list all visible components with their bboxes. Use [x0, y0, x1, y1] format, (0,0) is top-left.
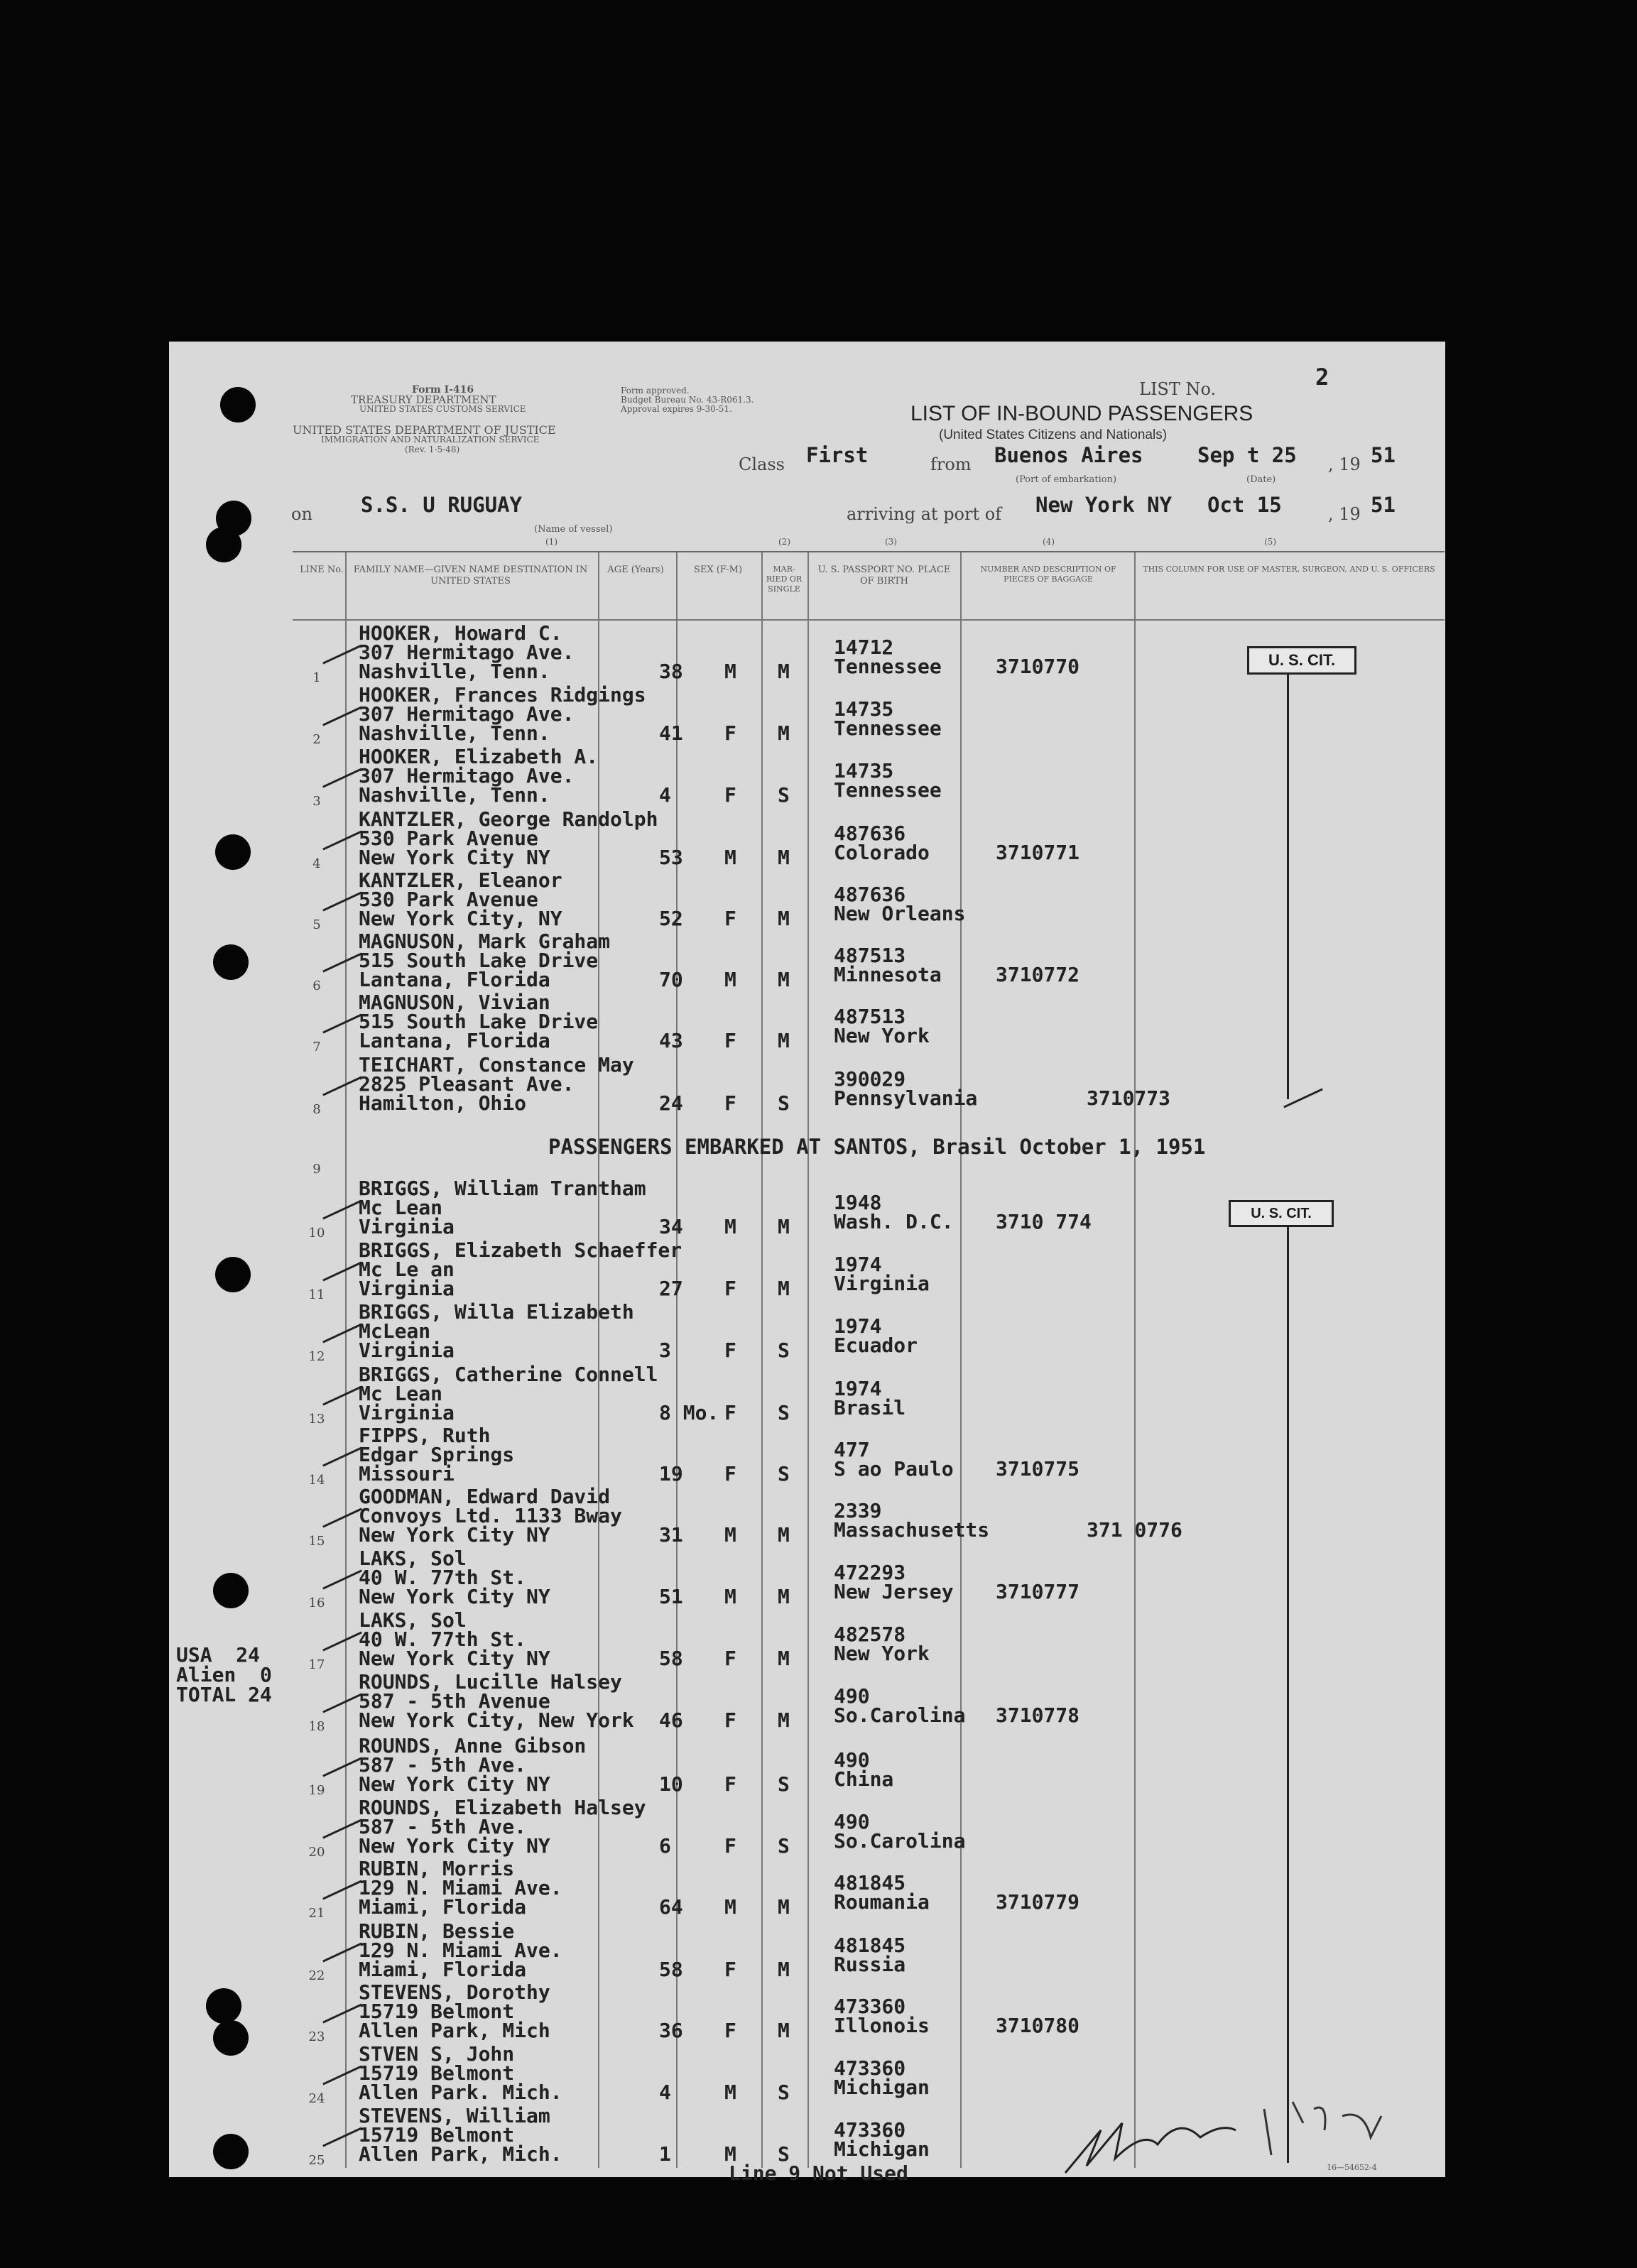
- line-number: 3: [312, 794, 321, 809]
- class-value: First: [806, 443, 869, 467]
- passenger-name: KANTZLER, George Randolph: [359, 807, 658, 831]
- address-line-2: Nashville, Tenn.: [359, 660, 550, 683]
- sex: M: [724, 660, 736, 683]
- sex: F: [724, 1772, 736, 1796]
- age: 51: [659, 1585, 683, 1608]
- place-of-birth: Michigan: [834, 2137, 930, 2161]
- binder-hole: [213, 2020, 249, 2056]
- line-number: 21: [308, 1906, 325, 1921]
- embark-date: Sep t 25: [1197, 443, 1297, 467]
- header-line-no: LINE No.: [300, 565, 344, 575]
- age: 4: [659, 783, 671, 807]
- address-line-1: 307 Hermitago Ave.: [359, 764, 575, 787]
- santos-section-header: PASSENGERS EMBARKED AT SANTOS, Brasil October 1, 1951: [548, 1135, 1206, 1159]
- place-of-birth: Minnesota: [834, 963, 942, 986]
- place-of-birth: So.Carolina: [834, 1829, 966, 1853]
- age: 34: [659, 1215, 683, 1238]
- marital-status: M: [778, 1708, 790, 1732]
- passport-number: 481845: [834, 1871, 906, 1894]
- marital-status: S: [778, 2142, 790, 2166]
- marital-status: M: [778, 1647, 790, 1670]
- sex: F: [724, 1029, 736, 1052]
- age: 31: [659, 1523, 683, 1547]
- baggage-number: 3710770: [996, 655, 1080, 678]
- line-number: 4: [312, 856, 321, 871]
- address-line-2: Virginia: [359, 1401, 455, 1424]
- age: 36: [659, 2019, 683, 2042]
- year-prefix-2: , 19: [1328, 504, 1361, 524]
- vessel-caption: (Name of vessel): [534, 524, 613, 535]
- revision: (Rev. 1-5-48): [405, 445, 460, 454]
- address-line-2: Lantana, Florida: [359, 1029, 550, 1052]
- officer-signature: [1058, 2088, 1399, 2187]
- passport-number: 487513: [834, 1005, 906, 1028]
- line-number: 17: [308, 1657, 325, 1672]
- passenger-name: HOOKER, Elizabeth A.: [359, 745, 599, 768]
- place-of-birth: Colorado: [834, 841, 930, 864]
- passport-number: 1948: [834, 1191, 882, 1214]
- age: 8 Mo.: [659, 1401, 719, 1424]
- line-number: 25: [308, 2153, 325, 2168]
- passport-number: 1974: [834, 1314, 882, 1338]
- sex: M: [724, 968, 736, 991]
- address-line-1: Convoys Ltd. 1133 Bway: [359, 1504, 622, 1527]
- sex: F: [724, 1834, 736, 1858]
- baggage-number: 3710775: [996, 1457, 1080, 1481]
- sex: F: [724, 1958, 736, 1981]
- age: 10: [659, 1772, 683, 1796]
- place-of-birth: New York: [834, 1642, 930, 1665]
- baggage-number: 371 0776: [1087, 1518, 1182, 1542]
- marital-status: M: [778, 660, 790, 683]
- passport-number: 472293: [834, 1561, 906, 1584]
- place-of-birth: Tennessee: [834, 655, 942, 678]
- passport-number: 487636: [834, 822, 906, 845]
- footer-note: Line 9 Not Used: [729, 2161, 908, 2185]
- passenger-name: BRIGGS, Willa Elizabeth: [359, 1300, 634, 1324]
- address-line-1: Mc Lean: [359, 1382, 443, 1405]
- age: 1: [659, 2142, 671, 2166]
- address-line-2: Virginia: [359, 1215, 455, 1238]
- justice-dept: UNITED STATES DEPARTMENT OF JUSTICE: [293, 423, 556, 437]
- header-baggage: NUMBER AND DESCRIPTION OF PIECES OF BAGGAGE: [980, 565, 1116, 584]
- place-of-birth: Roumania: [834, 1890, 930, 1914]
- address-line-2: Allen Park. Mich.: [359, 2081, 562, 2104]
- passport-number: 14735: [834, 759, 894, 783]
- passenger-name: RUBIN, Morris: [359, 1857, 515, 1880]
- port-embark-caption: (Port of embarkation): [1016, 474, 1117, 485]
- age: 19: [659, 1462, 683, 1485]
- place-of-birth: Pennsylvania: [834, 1086, 978, 1110]
- age: 64: [659, 1895, 683, 1919]
- budget-bureau: Budget Bureau No. 43-R061.3.: [621, 395, 754, 405]
- header-officers: THIS COLUMN FOR USE OF MASTER, SURGEON, AND U. S. OFFICERS: [1143, 565, 1435, 574]
- marital-status: S: [778, 1401, 790, 1424]
- sex: F: [724, 721, 736, 745]
- marital-status: S: [778, 1834, 790, 1858]
- binder-hole: [213, 2134, 249, 2169]
- sex: F: [724, 1091, 736, 1115]
- address-line-2: New York City NY: [359, 1772, 550, 1796]
- class-label: Class: [739, 454, 785, 474]
- address-line-2: Miami, Florida: [359, 1958, 527, 1981]
- place-of-birth: Ecuador: [834, 1334, 918, 1357]
- address-line-1: 15719 Belmont: [359, 2000, 515, 2023]
- treasury-dept: TREASURY DEPARTMENT: [351, 393, 496, 406]
- passport-number: 477: [834, 1438, 870, 1461]
- sex: M: [724, 1215, 736, 1238]
- passport-number: 490: [834, 1748, 870, 1772]
- marital-status: S: [778, 1772, 790, 1796]
- approval-expires: Approval expires 9-30-51.: [621, 404, 732, 414]
- line-number: 2: [312, 732, 321, 747]
- address-line-1: 15719 Belmont: [359, 2123, 515, 2147]
- line-number: 10: [308, 1226, 325, 1241]
- address-line-2: Allen Park, Mich.: [359, 2142, 562, 2166]
- passenger-name: BRIGGS, Catherine Connell: [359, 1363, 658, 1386]
- baggage-number: 3710773: [1087, 1086, 1171, 1110]
- address-line-2: Hamilton, Ohio: [359, 1091, 527, 1115]
- line-number: 7: [312, 1040, 321, 1054]
- passport-number: 473360: [834, 1995, 906, 2018]
- passport-number: 473360: [834, 2056, 906, 2080]
- age: 43: [659, 1029, 683, 1052]
- customs-service: UNITED STATES CUSTOMS SERVICE: [359, 404, 526, 414]
- address-line-1: 40 W. 77th St.: [359, 1566, 527, 1589]
- marital-status: M: [778, 846, 790, 869]
- address-line-2: Missouri: [359, 1462, 455, 1485]
- col-number-3: (3): [885, 537, 897, 547]
- place-of-birth: Virginia: [834, 1272, 930, 1295]
- address-line-2: New York City NY: [359, 846, 550, 869]
- age: 46: [659, 1708, 683, 1732]
- sex: M: [724, 1585, 736, 1608]
- place-of-birth: S ao Paulo: [834, 1457, 954, 1481]
- address-line-1: 307 Hermitago Ave.: [359, 640, 575, 664]
- place-of-birth: Tennessee: [834, 778, 942, 802]
- marital-status: M: [778, 968, 790, 991]
- embark-year: 51: [1371, 443, 1396, 467]
- sex: M: [724, 1523, 736, 1547]
- baggage-number: 3710779: [996, 1890, 1080, 1914]
- marital-status: S: [778, 1339, 790, 1362]
- binder-hole: [213, 1573, 249, 1608]
- line-number: 8: [312, 1102, 321, 1117]
- address-line-1: 530 Park Avenue: [359, 827, 538, 850]
- address-line-2: New York City NY: [359, 1523, 550, 1547]
- passport-number: 481845: [834, 1934, 906, 1957]
- us-citizen-stamp-2: U. S. CIT.: [1229, 1200, 1334, 1227]
- header-passport: U. S. PASSPORT NO. PLACE OF BIRTH: [817, 565, 951, 587]
- passenger-name: ROUNDS, Anne Gibson: [359, 1734, 587, 1757]
- passport-number: 473360: [834, 2118, 906, 2142]
- tally-usa: USA 24: [176, 1643, 261, 1667]
- arrival-date: Oct 15: [1207, 493, 1282, 517]
- address-line-2: New York City NY: [359, 1585, 550, 1608]
- tally-alien: Alien 0: [176, 1663, 272, 1686]
- age: 41: [659, 721, 683, 745]
- binder-hole: [215, 834, 251, 870]
- passport-number: 14735: [834, 697, 894, 721]
- place-of-birth: Brasil: [834, 1396, 906, 1419]
- header-sex: SEX (F-M): [693, 565, 743, 575]
- marital-status: S: [778, 2081, 790, 2104]
- marital-status: M: [778, 1523, 790, 1547]
- passenger-name: FIPPS, Ruth: [359, 1424, 491, 1447]
- sex: F: [724, 783, 736, 807]
- address-line-2: New York City, NY: [359, 907, 562, 930]
- from-label: from: [930, 454, 972, 474]
- passport-number: 490: [834, 1810, 870, 1833]
- place-of-birth: Tennessee: [834, 716, 942, 740]
- passport-number: 487636: [834, 883, 906, 906]
- age: 4: [659, 2081, 671, 2104]
- place-of-birth: New Jersey: [834, 1580, 954, 1603]
- date-caption: (Date): [1246, 474, 1276, 485]
- address-line-2: Allen Park, Mich: [359, 2019, 550, 2042]
- binder-hole: [206, 1988, 241, 2024]
- header-name: FAMILY NAME—GIVEN NAME DESTINATION IN UNITED STATES: [353, 565, 588, 587]
- line-number: 1: [312, 670, 321, 685]
- line-number: 11: [308, 1287, 325, 1302]
- age: 3: [659, 1339, 671, 1362]
- address-line-1: 129 N. Miami Ave.: [359, 1939, 562, 1962]
- passenger-name: RUBIN, Bessie: [359, 1919, 515, 1943]
- passenger-name: MAGNUSON, Mark Graham: [359, 929, 611, 953]
- passenger-name: LAKS, Sol: [359, 1608, 467, 1632]
- age: 27: [659, 1277, 683, 1300]
- address-line-1: 15719 Belmont: [359, 2061, 515, 2085]
- stamp-bracket-line: [1287, 673, 1289, 1099]
- age: 6: [659, 1834, 671, 1858]
- place-of-birth: Wash. D.C.: [834, 1210, 954, 1233]
- address-line-1: McLean: [359, 1319, 431, 1343]
- address-line-2: Virginia: [359, 1277, 455, 1300]
- line-number: 6: [312, 978, 321, 993]
- baggage-number: 3710780: [996, 2014, 1080, 2037]
- marital-status: M: [778, 1958, 790, 1981]
- place-of-birth: China: [834, 1767, 894, 1791]
- sex: F: [724, 1339, 736, 1362]
- line-number: 24: [308, 2091, 325, 2106]
- binder-hole: [206, 527, 241, 562]
- page-title: LIST OF IN-BOUND PASSENGERS: [910, 402, 1253, 425]
- sex: M: [724, 2081, 736, 2104]
- sex: M: [724, 2142, 736, 2166]
- line-number: 15: [308, 1534, 325, 1549]
- age: 58: [659, 1958, 683, 1981]
- address-line-1: 530 Park Avenue: [359, 888, 538, 911]
- col-number-4: (4): [1043, 537, 1055, 547]
- passport-number: 490: [834, 1684, 870, 1708]
- ins-service: IMMIGRATION AND NATURALIZATION SERVICE: [321, 435, 540, 445]
- col-number-5: (5): [1264, 537, 1276, 547]
- baggage-number: 3710772: [996, 963, 1080, 986]
- passport-number: 487513: [834, 944, 906, 967]
- marital-status: M: [778, 1585, 790, 1608]
- tally-total: TOTAL 24: [176, 1683, 272, 1706]
- place-of-birth: Michigan: [834, 2076, 930, 2099]
- baggage-number: 3710778: [996, 1703, 1080, 1727]
- sex: F: [724, 1647, 736, 1670]
- address-line-1: Mc Le an: [359, 1258, 455, 1281]
- passenger-name: MAGNUSON, Vivian: [359, 991, 550, 1014]
- passport-number: 1974: [834, 1253, 882, 1276]
- age: 38: [659, 660, 683, 683]
- header-married: MAR-RIED OR SINGLE: [766, 565, 803, 594]
- arriving-label: arriving at port of: [847, 504, 1002, 524]
- place-of-birth: Massachusetts: [834, 1518, 990, 1542]
- line-number: 22: [308, 1968, 325, 1983]
- vessel-name: S.S. U RUGUAY: [361, 493, 522, 517]
- address-line-1: 40 W. 77th St.: [359, 1628, 527, 1651]
- place-of-birth: Russia: [834, 1953, 906, 1976]
- address-line-2: New York City NY: [359, 1834, 550, 1858]
- marital-status: M: [778, 1215, 790, 1238]
- address-line-2: Nashville, Tenn.: [359, 783, 550, 807]
- line-number: 18: [308, 1719, 325, 1734]
- header-age: AGE (Years): [607, 565, 664, 575]
- sex: F: [724, 1462, 736, 1485]
- passenger-name: STEVENS, Dorothy: [359, 1980, 550, 2004]
- line-number: 20: [308, 1845, 325, 1860]
- binder-hole: [220, 387, 256, 422]
- arrival-year: 51: [1371, 493, 1396, 517]
- place-of-birth: New York: [834, 1024, 930, 1047]
- sex: F: [724, 1401, 736, 1424]
- passport-number: 482578: [834, 1623, 906, 1646]
- address-line-1: 515 South Lake Drive: [359, 1010, 599, 1033]
- baggage-number: 3710777: [996, 1580, 1080, 1603]
- passenger-name: STEVENS, William: [359, 2104, 550, 2127]
- address-line-2: Lantana, Florida: [359, 968, 550, 991]
- line-number: 19: [308, 1783, 325, 1798]
- address-line-1: Edgar Springs: [359, 1443, 515, 1466]
- passport-number: 2339: [834, 1499, 882, 1522]
- port-of-embarkation: Buenos Aires: [994, 443, 1143, 467]
- marital-status: S: [778, 1462, 790, 1485]
- address-line-1: 587 - 5th Ave.: [359, 1815, 527, 1838]
- address-line-2: Nashville, Tenn.: [359, 721, 550, 745]
- marital-status: S: [778, 783, 790, 807]
- address-line-1: 587 - 5th Ave.: [359, 1753, 527, 1777]
- line-number: 12: [308, 1349, 325, 1364]
- passport-number: 1974: [834, 1377, 882, 1400]
- stamp-bracket-line-2: [1287, 1226, 1289, 2163]
- line-number: 16: [308, 1596, 325, 1610]
- form-number: Form I-416: [412, 384, 474, 396]
- line-number: 13: [308, 1412, 325, 1427]
- address-line-1: 2825 Pleasant Ave.: [359, 1072, 575, 1096]
- age: 53: [659, 846, 683, 869]
- passenger-name: LAKS, Sol: [359, 1547, 467, 1570]
- us-citizen-stamp: U. S. CIT.: [1247, 646, 1356, 675]
- address-line-1: 307 Hermitago Ave.: [359, 702, 575, 726]
- print-code: 16—54652-4: [1327, 2163, 1377, 2172]
- list-no-label: LIST No.: [1139, 379, 1217, 399]
- binder-hole: [213, 944, 249, 980]
- baggage-number: 3710771: [996, 841, 1080, 864]
- marital-status: M: [778, 2019, 790, 2042]
- place-of-birth: So.Carolina: [834, 1703, 966, 1727]
- line-number: 14: [308, 1473, 325, 1488]
- address-line-2: Miami, Florida: [359, 1895, 527, 1919]
- list-number: 2: [1315, 364, 1329, 391]
- col-number-2: (2): [778, 537, 790, 547]
- passenger-name: BRIGGS, Elizabeth Schaeffer: [359, 1238, 682, 1262]
- header-divider: [293, 619, 1445, 621]
- age: 70: [659, 968, 683, 991]
- passenger-name: STVEN S, John: [359, 2042, 515, 2066]
- address-line-1: Mc Lean: [359, 1196, 443, 1219]
- marital-status: S: [778, 1091, 790, 1115]
- place-of-birth: Illonois: [834, 2014, 930, 2037]
- address-line-2: Virginia: [359, 1339, 455, 1362]
- passenger-name: KANTZLER, Eleanor: [359, 868, 562, 892]
- passenger-name: TEICHART, Constance May: [359, 1053, 634, 1076]
- place-of-birth: New Orleans: [834, 902, 966, 925]
- line-number: 5: [312, 917, 321, 932]
- port-of-arrival: New York NY: [1035, 493, 1173, 517]
- address-line-1: 587 - 5th Avenue: [359, 1689, 550, 1713]
- passport-number: 390029: [834, 1067, 906, 1091]
- marital-status: M: [778, 907, 790, 930]
- sex: F: [724, 1277, 736, 1300]
- passenger-name: ROUNDS, Lucille Halsey: [359, 1670, 622, 1694]
- age: 52: [659, 907, 683, 930]
- passenger-name: ROUNDS, Elizabeth Halsey: [359, 1796, 646, 1819]
- sex: M: [724, 1895, 736, 1919]
- baggage-number: 3710 774: [996, 1210, 1092, 1233]
- sex: F: [724, 2019, 736, 2042]
- passenger-name: HOOKER, Howard C.: [359, 621, 562, 645]
- passenger-name: BRIGGS, William Trantham: [359, 1177, 646, 1200]
- passport-number: 14712: [834, 636, 894, 659]
- year-prefix-1: , 19: [1328, 454, 1361, 474]
- line-number: 23: [308, 2029, 325, 2044]
- line-9-number: 9: [312, 1162, 321, 1177]
- marital-status: M: [778, 721, 790, 745]
- on-label: on: [291, 504, 312, 524]
- age: 58: [659, 1647, 683, 1670]
- address-line-2: New York City NY: [359, 1647, 550, 1670]
- binder-hole: [215, 1257, 251, 1292]
- marital-status: M: [778, 1895, 790, 1919]
- address-line-1: 515 South Lake Drive: [359, 949, 599, 972]
- age: 24: [659, 1091, 683, 1115]
- page-subtitle: (United States Citizens and Nationals): [939, 427, 1168, 442]
- passenger-name: HOOKER, Frances Ridgings: [359, 683, 646, 707]
- address-line-1: 129 N. Miami Ave.: [359, 1876, 562, 1899]
- sex: F: [724, 1708, 736, 1732]
- col-number-1: (1): [545, 537, 558, 547]
- passenger-name: GOODMAN, Edward David: [359, 1485, 611, 1508]
- sex: M: [724, 846, 736, 869]
- marital-status: M: [778, 1029, 790, 1052]
- form-approved: Form approved.: [621, 386, 690, 396]
- sex: F: [724, 907, 736, 930]
- marital-status: M: [778, 1277, 790, 1300]
- address-line-2: New York City, New York: [359, 1708, 634, 1732]
